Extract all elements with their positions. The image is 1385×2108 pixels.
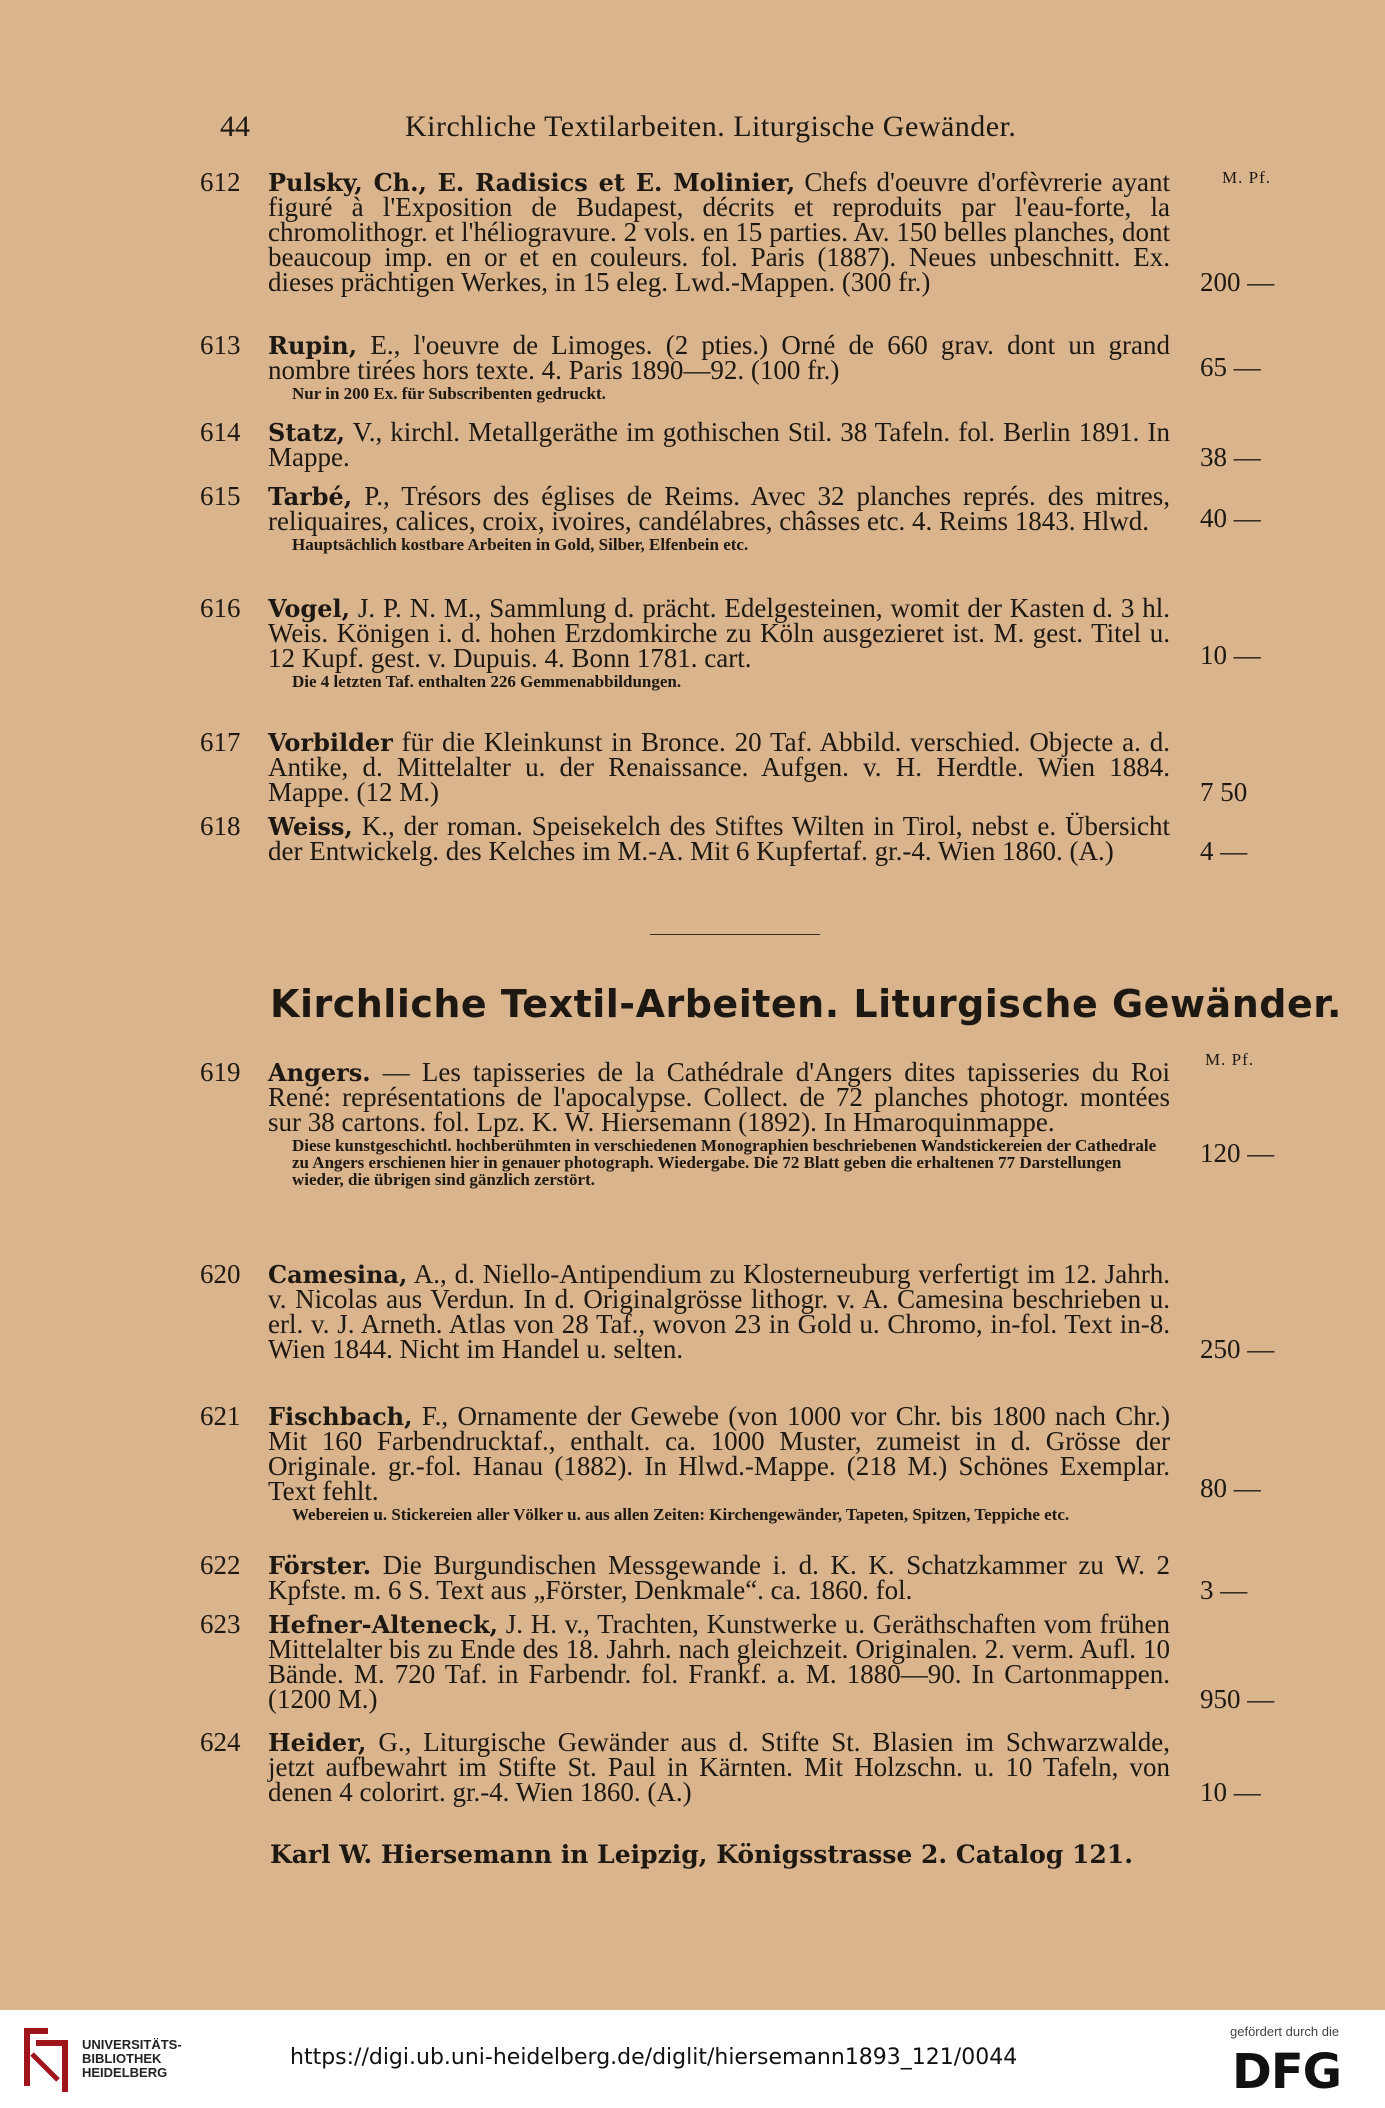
catalog-entry — [200, 1401, 1280, 1524]
entry-description: Chefs d'oeuvre d'orfèvrerie ayant figuré à l'Exposition de Budapest, décrits et reproduits par l'eau-forte, la chromolithogr. et l'héliogravure. 2 vols. en 15 parties. Av. 150 belles planches, dont beaucoup imp. en or et en couleurs. fol. Paris (1887). Neues unbeschnitt. Ex. dieses prächtigen Werkes, in 15 eleg. Lwd.-Mappen. (300 fr.) — [268, 167, 1170, 297]
entry-text — [268, 1259, 1170, 1364]
entry-price: 38 — — [1200, 442, 1261, 472]
entry-author: Pulsky, Ch., E. Radisics et E. Molinier, — [268, 168, 796, 197]
entry-note: Nur in 200 Ex. für Subscribenten gedruckt. — [292, 384, 606, 403]
entry-author: Fischbach, — [268, 1402, 413, 1431]
catalog-entry — [200, 811, 1280, 866]
entry-text — [268, 1401, 1171, 1506]
running-head — [220, 110, 1250, 150]
entry-author: Statz, — [268, 418, 346, 447]
entry-number: 618 — [200, 811, 241, 841]
entry-description: A., d. Niello-Antipendium zu Klosterneuburg verfertigt im 12. Jahrh. v. Nicolas aus Verdun. In d. Originalgrösse lithogr. v. A. Camesina beschrieben u. erl. v. J. Arneth. Atlas von 28 Taf., wovon 23 in Gold u. Chromo, in-fol. Text in-8. Wien 1844. Nicht im Handel u. selten. — [268, 1259, 1170, 1364]
entry-description: für die Kleinkunst in Bronce. 20 Taf. Abbild. verschied. Objecte a. d. Antike, d. Mittelalter u. der Renaissance. Aufgen. v. H. Herdtle. Wien 1884. Mappe. (12 M.) — [268, 727, 1170, 807]
library-line-2: BIBLIOTHEK — [82, 2051, 162, 2066]
entry-author: Vogel, — [268, 594, 350, 623]
entry-note: Die 4 letzten Taf. enthalten 226 Gemmenabbildungen. — [292, 672, 682, 691]
entry-text — [268, 1727, 1170, 1807]
entry-number: 622 — [200, 1550, 241, 1580]
entry-description: P., Trésors des églises de Reims. Avec 32 planches représ. des mitres, reliquaires, calices, croix, ivoires, candélabres, châsses etc. 4. Reims 1843. Hlwd. — [268, 481, 1170, 536]
publisher-footer: Karl W. Hiersemann in Leipzig, Königsstrasse 2. Catalog 121. — [270, 1840, 1133, 1869]
entry-author: Camesina, — [268, 1260, 408, 1289]
entry-text — [268, 481, 1170, 536]
entry-price: 7 50 — [1200, 777, 1248, 807]
entry-text — [268, 1550, 1170, 1605]
entry-number: 619 — [200, 1057, 241, 1087]
entry-price: 120 — — [1200, 1138, 1275, 1168]
catalog-entry — [200, 481, 1280, 554]
library-name — [82, 2038, 182, 2080]
entry-description: J. P. N. M., Sammlung d. prächt. Edelgesteinen, womit der Kasten d. 3 hl. Weis. Königen i. d. hohen Erzdomkirche zu Köln ausgezieret ist. M. gest. Titel u. 12 Kupf. gest. v. Dupuis. 4. Bonn 1781. cart. — [268, 593, 1170, 673]
entry-number: 613 — [200, 330, 241, 360]
entry-price: 950 — — [1200, 1684, 1275, 1714]
section-heading: Kirchliche Textil-Arbeiten. Liturgische Gewänder. — [270, 982, 1342, 1026]
entry-number: 616 — [200, 593, 241, 623]
catalog-entry — [200, 1259, 1280, 1364]
entry-price: 3 — — [1200, 1575, 1248, 1605]
catalog-entry — [200, 167, 1280, 297]
entry-price: 250 — — [1200, 1334, 1275, 1364]
running-head-title: Kirchliche Textilarbeiten. Liturgische Gewänder. — [405, 110, 1017, 143]
catalog-entry — [200, 1550, 1280, 1605]
entry-author: Heider, — [268, 1728, 367, 1757]
entry-note: Hauptsächlich kostbare Arbeiten in Gold, Silber, Elfenbein etc. — [292, 535, 749, 554]
catalog-entry — [200, 330, 1280, 403]
entry-price: 65 — — [1200, 352, 1261, 382]
entry-description: E., l'oeuvre de Limoges. (2 pties.) Orné de 660 grav. dont un grand nombre tirées hors texte. 4. Paris 1890—92. (100 fr.) — [268, 330, 1171, 385]
entry-price: 10 — — [1200, 640, 1261, 670]
entry-description: — Les tapisseries de la Cathédrale d'Angers dites tapisseries du Roi René: représentations de l'apocalypse. Collect. de 72 planches photogr. montées sur 38 cartons. fol. Lpz. K. W. Hiersemann (1892). In Hmaroquinmappe. — [268, 1057, 1170, 1137]
entry-note: Webereien u. Stickereien aller Völker u. aus allen Zeiten: Kirchengewänder, Tapeten, Spitzen, Teppiche etc. — [292, 1505, 1070, 1524]
entry-price: 40 — — [1200, 503, 1261, 533]
entry-text — [268, 727, 1170, 807]
column-header-bottom: M. Pf. — [1205, 1050, 1254, 1069]
entry-text — [268, 593, 1170, 673]
entry-author: Tarbé, — [268, 482, 353, 511]
permalink-url[interactable]: https://digi.ub.uni-heidelberg.de/diglit/hiersemann1893_121/0044 — [290, 2045, 1018, 2070]
entry-text — [268, 167, 1170, 297]
catalog-entry — [200, 593, 1280, 691]
entry-number: 617 — [200, 727, 241, 757]
entry-description: Die Burgundischen Messgewande i. d. K. K. Schatzkammer zu W. 2 Kpfste. m. 6 S. Text aus „Förster, Denkmale“. ca. 1860. fol. — [268, 1550, 1170, 1605]
library-line-1: UNIVERSITÄTS- — [82, 2037, 182, 2052]
entry-price: 4 — — [1200, 836, 1248, 866]
entry-text — [268, 1609, 1170, 1714]
entry-description: K., der roman. Speisekelch des Stiftes Wilten in Tirol, nebst e. Übersicht der Entwickelg. des Kelches im M.-A. Mit 6 Kupfertaf. gr.-4. Wien 1860. (A.) — [268, 811, 1170, 866]
entry-description: J. H. v., Trachten, Kunstwerke u. Geräthschaften vom frühen Mittelalter bis zu Ende des 18. Jahrh. nach gleichzeit. Originalen. 2. verm. Aufl. 10 Bände. M. 720 Taf. in Farbendr. fol. Frankf. a. M. 1880—90. In Cartonmappen. (1200 M.) — [268, 1609, 1170, 1714]
entry-text — [268, 417, 1170, 472]
entry-price: 80 — — [1200, 1473, 1261, 1503]
entry-author: Weiss, — [268, 812, 353, 841]
dfg-logo[interactable]: DFG — [1232, 2044, 1342, 2100]
entry-number: 620 — [200, 1259, 241, 1289]
entry-description: G., Liturgische Gewänder aus d. Stifte St. Blasien im Schwarzwalde, jetzt aufbewahrt im Stifte St. Paul in Kärnten. Mit Holzschn. u. 10 Tafeln, von denen 4 colorirt. gr.-4. Wien 1860. (A.) — [268, 1727, 1170, 1807]
entry-author: Vorbilder — [268, 728, 393, 757]
entry-description: F., Ornamente der Gewebe (von 1000 vor Chr. bis 1800 nach Chr.) Mit 160 Farbendrucktaf., enthalt. ca. 1000 Muster, zumeist in d. Grösse der Originale. gr.-fol. Hanau (1882). In Hlwd.-Mappe. (218 M.) Schönes Exemplar. Text fehlt. — [268, 1401, 1171, 1506]
entry-author: Angers. — [268, 1058, 371, 1087]
entry-text — [268, 330, 1171, 385]
entry-number: 615 — [200, 481, 241, 511]
entry-author: Förster. — [268, 1551, 372, 1580]
ub-heidelberg-logo-icon[interactable] — [18, 2024, 74, 2096]
catalog-entry — [200, 1609, 1280, 1714]
entry-author: Hefner-Alteneck, — [268, 1610, 499, 1639]
catalog-entry — [200, 1727, 1280, 1807]
page-number: 44 — [220, 110, 250, 143]
entry-description: V., kirchl. Metallgeräthe im gothischen Stil. 38 Tafeln. fol. Berlin 1891. In Mappe. — [268, 417, 1170, 472]
entry-number: 623 — [200, 1609, 241, 1639]
entry-price: 10 — — [1200, 1777, 1261, 1807]
entry-price: 200 — — [1200, 267, 1275, 297]
column-header-top: M. Pf. — [1222, 168, 1271, 187]
entry-author: Rupin, — [268, 331, 358, 360]
entry-number: 621 — [200, 1401, 241, 1431]
catalog-entry — [200, 417, 1280, 472]
entry-text — [268, 811, 1170, 866]
catalog-entry — [200, 727, 1280, 807]
funder-caption: gefördert durch die — [1230, 2024, 1340, 2039]
entry-text — [268, 1057, 1170, 1137]
entry-note: Diese kunstgeschichtl. hochberühmten in verschiedenen Monographien beschriebenen Wandstickereien der Cathedrale zu Angers erschienen hier in genauer photograph. Wiedergabe. Die 72 Blatt geben die erhaltenen 77 Darstellungen wieder, die übrigen sind gänzlich zerstört. — [292, 1136, 1157, 1189]
section-separator — [650, 934, 820, 935]
entry-number: 624 — [200, 1727, 241, 1757]
entry-number: 614 — [200, 417, 241, 447]
library-line-3: HEIDELBERG — [82, 2065, 168, 2080]
entry-number: 612 — [200, 167, 241, 197]
viewer-bottom-bar — [0, 2010, 1385, 2108]
